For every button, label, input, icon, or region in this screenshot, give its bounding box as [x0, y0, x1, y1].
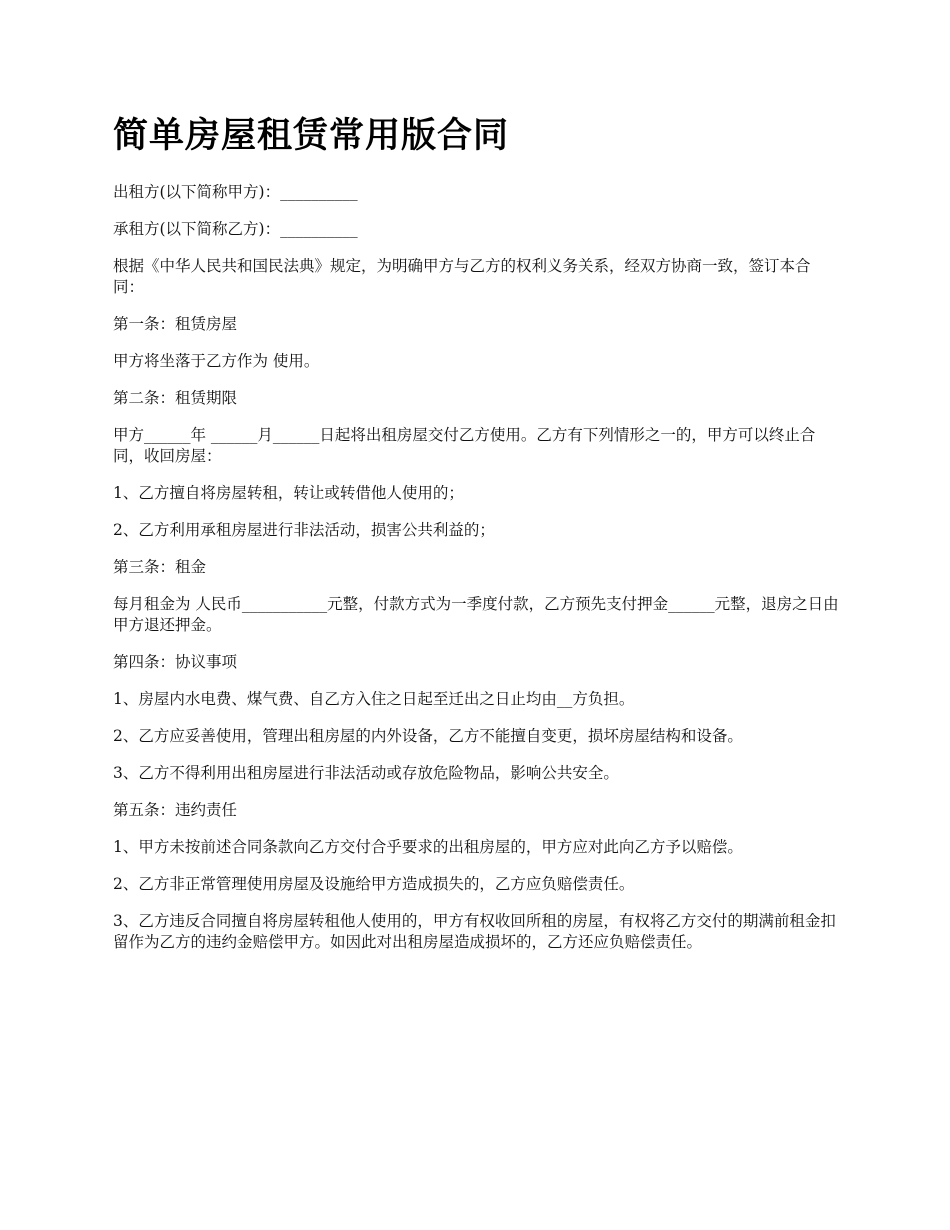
article-5-item-1: 1、甲方未按前述合同条款向乙方交付合乎要求的出租房屋的，甲方应对此向乙方予以赔偿。	[113, 838, 743, 856]
article-2-item-1: 1、乙方擅自将房屋转租，转让或转借他人使用的；	[113, 484, 464, 502]
article-3-body: 每月租金为 人民币___________元整，付款方式为一季度付款，乙方预先支付押金______元整，退房之日由甲方退还押金。	[113, 595, 839, 634]
article-4-item-1: 1、房屋内水电费、煤气费、自乙方入住之日起至迁出之日止均由__方负担。	[113, 690, 635, 708]
article-1-body: 甲方将坐落于乙方作为 使用。	[113, 352, 320, 370]
lessee-line: 承租方(以下简称乙方)：__________	[113, 220, 358, 238]
document-page	[113, 112, 841, 969]
article-3-heading: 第三条：租金	[113, 558, 207, 576]
article-2-body: 甲方______年 ______月______日起将出租房屋交付乙方使用。乙方有下列情形之一的，甲方可以终止合同，收回房屋：	[113, 426, 816, 465]
preamble-paragraph: 根据《中华人民共和国民法典》规定，为明确甲方与乙方的权利义务关系，经双方协商一致，签订本合同：	[113, 257, 811, 296]
article-1-heading: 第一条：租赁房屋	[113, 315, 238, 333]
lessor-line: 出租方(以下简称甲方)：__________	[113, 183, 358, 201]
article-5-item-2: 2、乙方非正常管理使用房屋及设施给甲方造成损失的，乙方应负赔偿责任。	[113, 875, 635, 893]
article-5-heading: 第五条：违约责任	[113, 801, 238, 819]
article-2-heading: 第二条：租赁期限	[113, 389, 238, 407]
document-title: 简单房屋租赁常用版合同	[113, 116, 510, 156]
article-4-item-2: 2、乙方应妥善使用，管理出租房屋的内外设备，乙方不能擅自变更，损坏房屋结构和设备。	[113, 727, 743, 745]
article-5-item-3: 3、乙方违反合同擅自将房屋转租他人使用的，甲方有权收回所租的房屋，有权将乙方交付的期满前租金扣留作为乙方的违约金赔偿甲方。如因此对出租房屋造成损坏的，乙方还应负赔偿责任。	[113, 912, 836, 951]
article-4-heading: 第四条：协议事项	[113, 653, 238, 671]
article-2-item-2: 2、乙方利用承租房屋进行非法活动，损害公共利益的；	[113, 521, 495, 539]
article-4-item-3: 3、乙方不得利用出租房屋进行非法活动或存放危险物品，影响公共安全。	[113, 764, 619, 782]
